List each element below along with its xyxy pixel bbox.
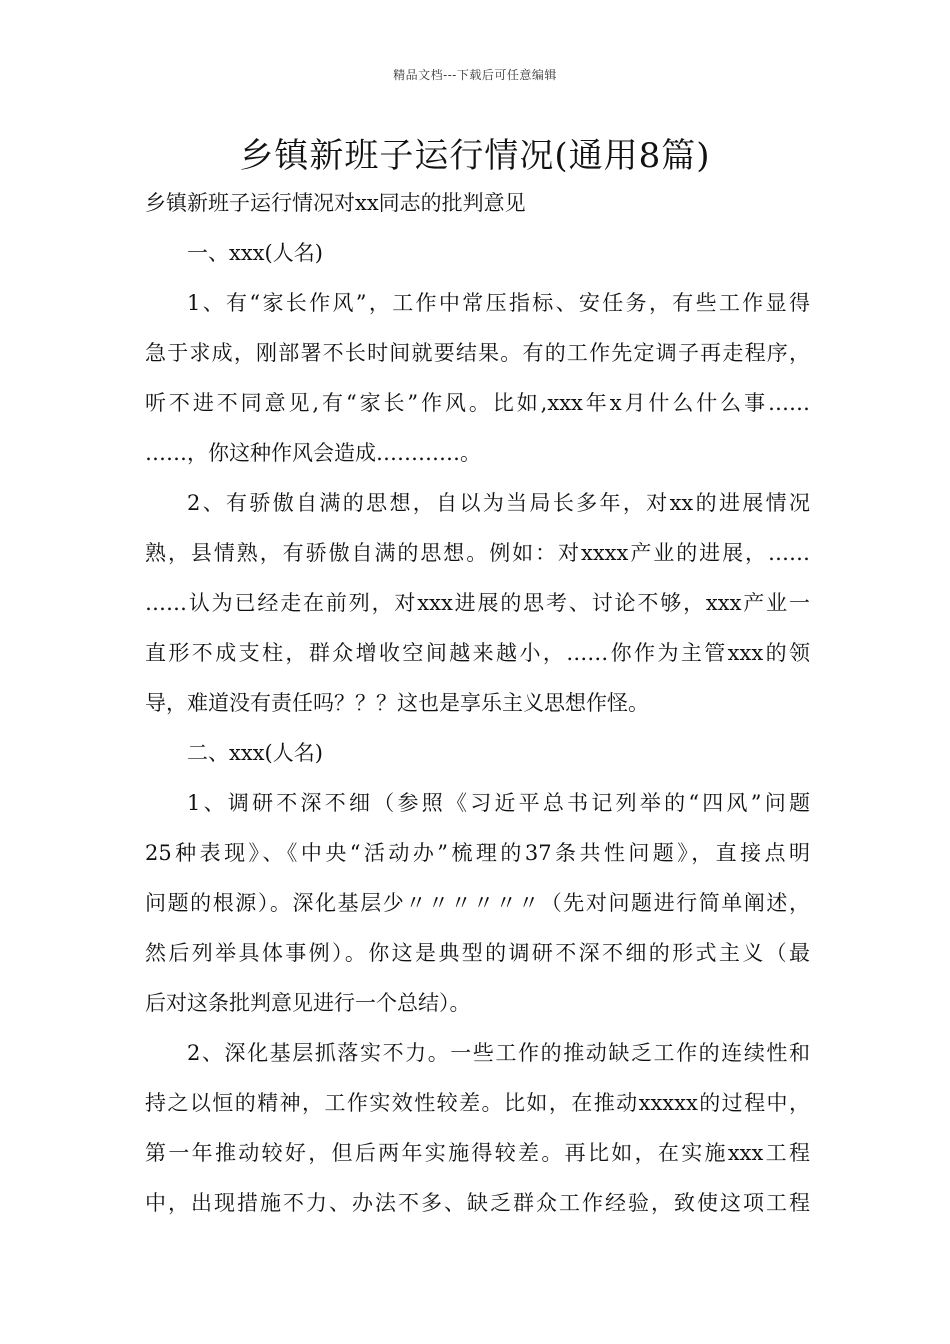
paragraph-line: 中，出现措施不力、办法不多、缺乏群众工作经验，致使这项工程 bbox=[145, 1191, 810, 1215]
paragraph-line: 急于求成，刚部署不长时间就要结果。有的工作先定调子再走程序， bbox=[145, 341, 810, 365]
section-heading-1: 一、xxx(人名) bbox=[187, 241, 323, 265]
paragraph-line: 2、深化基层抓落实不力。一些工作的推动缺乏工作的连续性和 bbox=[187, 1041, 810, 1065]
paragraph-line: 1、调研不深不细（参照《习近平总书记列举的“四风”问题 bbox=[187, 791, 810, 815]
section-heading-2: 二、xxx(人名) bbox=[187, 741, 323, 765]
paragraph-line: 熟，县情熟，有骄傲自满的思想。例如：对xxxx产业的进展，…… bbox=[145, 541, 810, 565]
paragraph-line: ……认为已经走在前列，对xxx进展的思考、讨论不够，xxx产业一 bbox=[145, 591, 810, 615]
paragraph-line: ……，你这种作风会造成…………。 bbox=[145, 441, 481, 465]
paragraph-line: 听不进不同意见,有“家长”作风。比如,xxx年x月什么什么事…… bbox=[145, 391, 810, 415]
paragraph-line: 1、有“家长作风”，工作中常压指标、安任务，有些工作显得 bbox=[187, 291, 810, 315]
paragraph-line: 然后列举具体事例）。你这是典型的调研不深不细的形式主义（最 bbox=[145, 941, 810, 965]
paragraph-line: 问题的根源）。深化基层少〃〃〃〃〃〃（先对问题进行简单阐述， bbox=[145, 891, 810, 915]
document-body bbox=[145, 178, 810, 1228]
paragraph-line: 导，难道没有责任吗？？？这也是享乐主义思想作怪。 bbox=[145, 691, 649, 715]
paragraph-line: 2、有骄傲自满的思想，自以为当局长多年，对xx的进展情况 bbox=[187, 491, 810, 515]
paragraph-line: 第一年推动较好，但后两年实施得较差。再比如，在实施xxx工程 bbox=[145, 1141, 810, 1165]
paragraph-line: 持之以恒的精神，工作实效性较差。比如，在推动xxxxx的过程中， bbox=[145, 1091, 810, 1115]
document-title: 乡镇新班子运行情况(通用8篇) bbox=[239, 136, 711, 176]
paragraph-line: 25种表现》、《中央“活动办”梳理的37条共性问题》，直接点明 bbox=[145, 841, 810, 865]
paragraph-line: 后对这条批判意见进行一个总结）。 bbox=[145, 991, 471, 1015]
header-note: 精品文档---下载后可任意编辑 bbox=[393, 68, 557, 82]
paragraph-line: 直形不成支柱，群众增收空间越来越小，……你作为主管xxx的领 bbox=[145, 641, 810, 665]
subtitle-line: 乡镇新班子运行情况对xx同志的批判意见 bbox=[145, 191, 526, 215]
